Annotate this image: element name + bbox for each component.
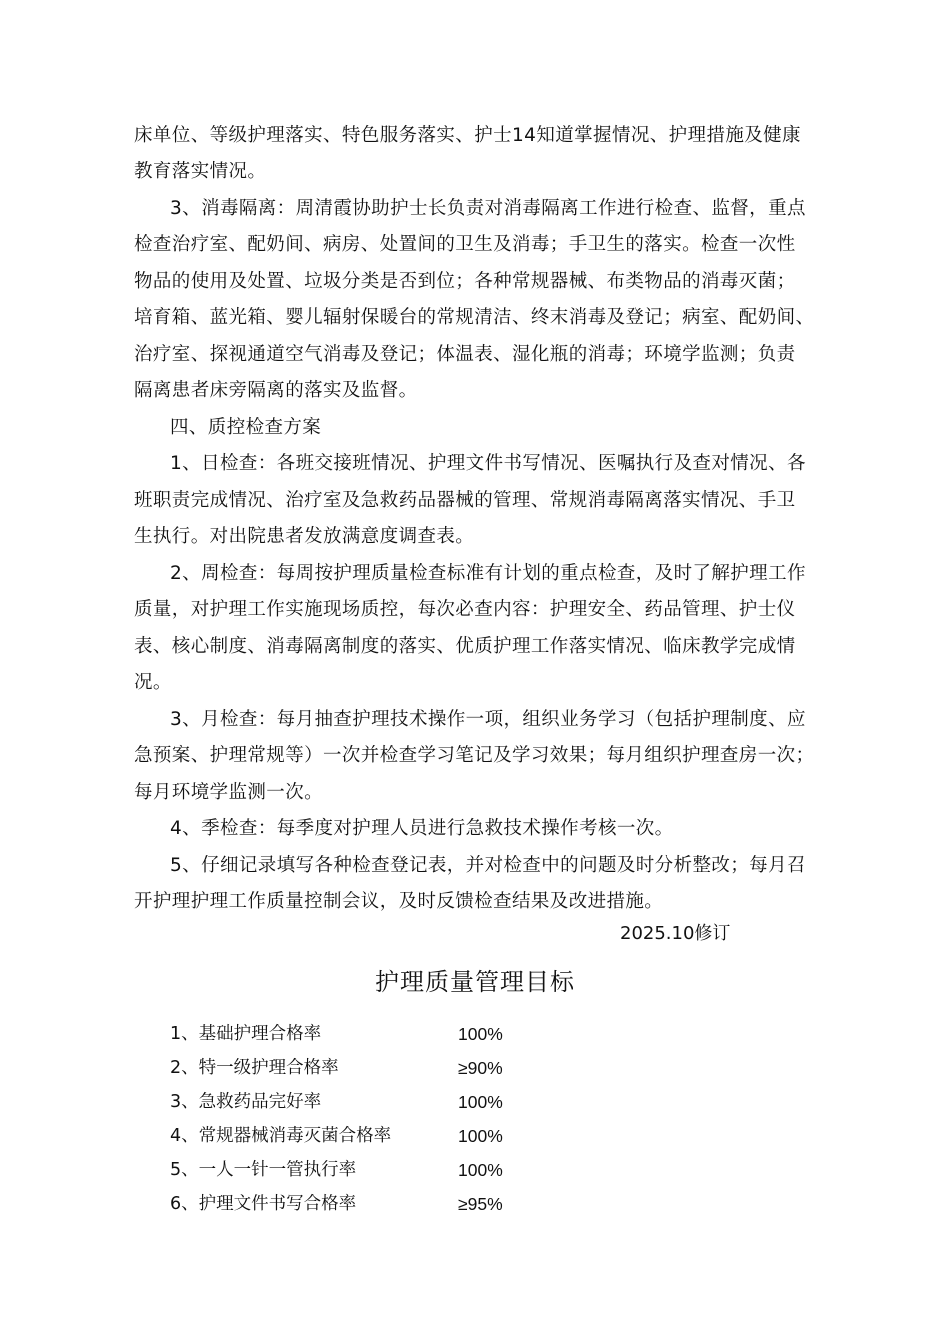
goal-label: 4、常规器械消毒灭菌合格率 xyxy=(170,1126,392,1146)
body-line: 质量，对护理工作实施现场质控，每次必查内容：护理安全、药品管理、护士仪 xyxy=(134,599,796,620)
body-line: 3、消毒隔离：周清霞协助护士长负责对消毒隔离工作进行检查、监督，重点 xyxy=(170,198,806,219)
body-line: 班职责完成情况、治疗室及急救药品器械的管理、常规消毒隔离落实情况、手卫 xyxy=(134,490,796,511)
goal-row xyxy=(170,1124,590,1148)
body-line: 急预案、护理常规等）一次并检查学习笔记及学习效果；每月组织护理查房一次； xyxy=(134,745,815,766)
body-line: 开护理护理工作质量控制会议，及时反馈检查结果及改进措施。 xyxy=(134,891,664,912)
body-line: 检查治疗室、配奶间、病房、处置间的卫生及消毒；手卫生的落实。检查一次性 xyxy=(134,234,796,255)
goal-row xyxy=(170,1158,590,1182)
body-line: 1、日检查：各班交接班情况、护理文件书写情况、医嘱执行及查对情况、各 xyxy=(170,453,806,474)
body-line: 治疗室、探视通道空气消毒及登记；体温表、湿化瓶的消毒；环境学监测；负责 xyxy=(134,344,796,365)
body-line: 况。 xyxy=(134,672,172,693)
goal-row xyxy=(170,1056,590,1080)
body-line: 表、核心制度、消毒隔离制度的落实、优质护理工作落实情况、临床教学完成情 xyxy=(134,636,796,657)
page-title: 护理质量管理目标 xyxy=(375,968,575,996)
goal-row xyxy=(170,1022,590,1046)
goal-label: 5、一人一针一管执行率 xyxy=(170,1160,357,1180)
goal-label: 3、急救药品完好率 xyxy=(170,1092,322,1112)
body-line: 2、周检查：每周按护理质量检查标准有计划的重点检查，及时了解护理工作 xyxy=(170,563,806,584)
goal-row xyxy=(170,1090,590,1114)
body-line: 每月环境学监测一次。 xyxy=(134,782,324,803)
goal-label: 2、特一级护理合格率 xyxy=(170,1058,339,1078)
goal-value: 100% xyxy=(458,1092,503,1112)
goal-label: 6、护理文件书写合格率 xyxy=(170,1194,357,1214)
body-line: 床单位、等级护理落实、特色服务落实、护士14知道掌握情况、护理措施及健康 xyxy=(134,125,801,146)
goal-value: 100% xyxy=(458,1160,503,1180)
body-line: 4、季检查：每季度对护理人员进行急救技术操作考核一次。 xyxy=(170,818,674,839)
goal-value: ≥95% xyxy=(458,1194,503,1214)
body-line: 隔离患者床旁隔离的落实及监督。 xyxy=(134,380,418,401)
body-line: 生执行。对出院患者发放满意度调查表。 xyxy=(134,526,475,547)
body-line: 5、仔细记录填写各种检查登记表，并对检查中的问题及时分析整改；每月召 xyxy=(170,855,806,876)
body-line: 培育箱、蓝光箱、婴儿辐射保暖台的常规清洁、终末消毒及登记；病室、配奶间、 xyxy=(134,307,815,328)
goal-label: 1、基础护理合格率 xyxy=(170,1024,322,1044)
goal-value: ≥90% xyxy=(458,1058,503,1078)
body-line: 3、月检查：每月抽查护理技术操作一项，组织业务学习（包括护理制度、应 xyxy=(170,709,806,730)
goal-value: 100% xyxy=(458,1024,503,1044)
body-line: 教育落实情况。 xyxy=(134,161,267,182)
section-heading: 四、质控检查方案 xyxy=(170,417,322,438)
revision-note: 2025.10修订 xyxy=(620,923,731,944)
goal-row xyxy=(170,1192,590,1216)
goal-value: 100% xyxy=(458,1126,503,1146)
body-line: 物品的使用及处置、垃圾分类是否到位；各种常规器械、布类物品的消毒灭菌； xyxy=(134,271,796,292)
